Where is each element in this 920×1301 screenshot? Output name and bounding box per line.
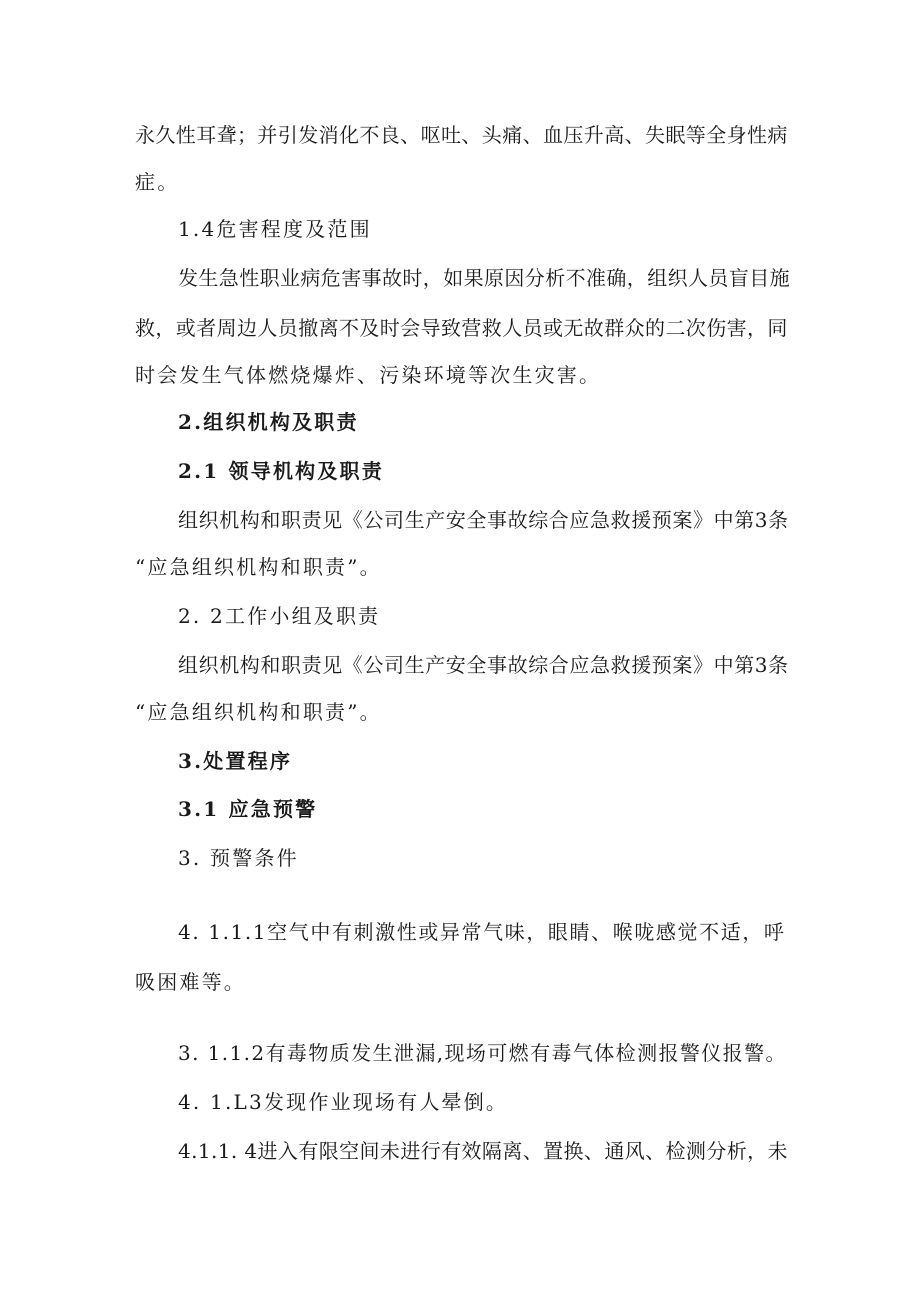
body-text-line: 组织机构和职责见《公司生产安全事故综合应急救援预案》中第3条 <box>178 508 789 532</box>
body-text-line: 永久性耳聋；并引发消化不良、呕吐、头痛、血压升高、失眠等全身性病 <box>135 123 788 147</box>
section-heading: 3.1 应急预警 <box>178 797 318 821</box>
body-text-line: 救，或者周边人员撤离不及时会导致营救人员或无故群众的二次伤害，同 <box>135 316 788 340</box>
body-text-line: “应急组织机构和职责”。 <box>135 555 382 579</box>
section-heading: 2. 2工作小组及职责 <box>178 604 381 628</box>
section-heading: 3.处置程序 <box>178 749 293 773</box>
body-text-line: 吸困难等。 <box>135 970 246 994</box>
section-heading: 3. 预警条件 <box>178 846 299 870</box>
body-text-line: “应急组织机构和职责”。 <box>135 700 382 724</box>
body-text-line: 发生急性职业病危害事故时，如果原因分析不准确，组织人员盲目施 <box>178 266 790 290</box>
body-text-line: 4. 1.1.1空气中有刺激性或异常气味，眼睛、喉咙感觉不适，呼 <box>178 920 786 944</box>
body-text-line: 3. 1.1.2有毒物质发生泄漏,现场可燃有毒气体检测报警仪报警。 <box>178 1041 787 1065</box>
body-text-line: 组织机构和职责见《公司生产安全事故综合应急救援预案》中第3条 <box>178 653 789 677</box>
body-text-line: 时会发生气体燃烧爆炸、污染环境等次生灾害。 <box>135 363 602 387</box>
body-text-line: 症。 <box>135 170 180 194</box>
section-heading: 2.组织机构及职责 <box>178 410 359 434</box>
body-text-line: 4. 1.L3发现作业现场有人晕倒。 <box>178 1090 509 1114</box>
section-heading: 1.4危害程度及范围 <box>178 217 372 241</box>
body-text-line: 4.1.1. 4进入有限空间未进行有效隔离、置换、通风、检测分析，未 <box>178 1139 788 1163</box>
section-heading: 2.1 领导机构及职责 <box>178 459 384 483</box>
